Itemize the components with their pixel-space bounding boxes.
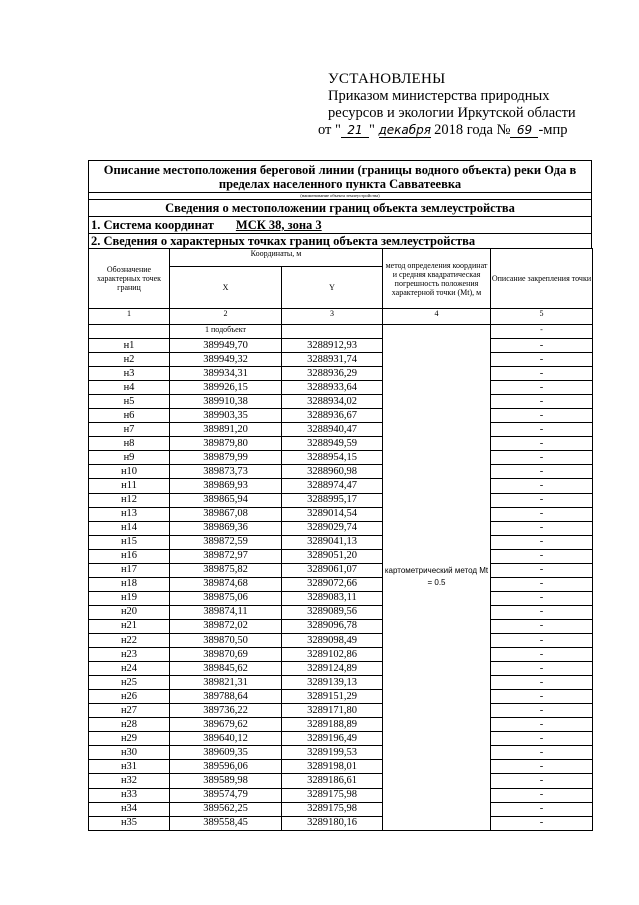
point-y: 3289180,16: [282, 816, 383, 830]
point-id: н16: [89, 549, 170, 563]
subobject-dash: -: [491, 325, 593, 339]
point-y: 3288931,74: [282, 353, 383, 367]
point-y: 3289089,56: [282, 605, 383, 619]
table-row: [89, 577, 593, 591]
col-number-3: 3: [282, 309, 383, 325]
point-x: 389874,11: [170, 605, 282, 619]
point-id: н4: [89, 381, 170, 395]
table-row: [89, 704, 593, 718]
table-row: [89, 395, 593, 409]
point-y: 3289198,01: [282, 760, 383, 774]
table-row: [89, 605, 593, 619]
point-y: 3288933,64: [282, 381, 383, 395]
point-y: 3289171,80: [282, 704, 383, 718]
point-fixing: -: [491, 395, 593, 409]
point-id: н32: [89, 774, 170, 788]
point-fixing: -: [491, 591, 593, 605]
point-x: 389874,68: [170, 577, 282, 591]
date-quote: ": [368, 122, 375, 138]
point-y: 3288936,67: [282, 409, 383, 423]
point-y: 3289014,54: [282, 507, 383, 521]
table-row: [89, 633, 593, 647]
point-id: н3: [89, 367, 170, 381]
point-y: 3288912,93: [282, 339, 383, 353]
point-fixing: -: [491, 690, 593, 704]
col-number-4: 4: [383, 309, 491, 325]
point-y: 3288960,98: [282, 465, 383, 479]
point-id: н1: [89, 339, 170, 353]
point-fixing: -: [491, 409, 593, 423]
point-x: 389845,62: [170, 662, 282, 676]
point-id: н29: [89, 732, 170, 746]
order-suffix: -мпр: [538, 122, 568, 138]
table-row: [89, 465, 593, 479]
table-row: [89, 479, 593, 493]
header-point-designation: Обозначение характерных точек границ: [89, 249, 170, 309]
point-fixing: -: [491, 619, 593, 633]
point-fixing: -: [491, 676, 593, 690]
point-x: 389869,93: [170, 479, 282, 493]
point-fixing: -: [491, 774, 593, 788]
point-y: 3289051,20: [282, 549, 383, 563]
point-y: 3289151,29: [282, 690, 383, 704]
point-id: н21: [89, 619, 170, 633]
point-x: 389949,70: [170, 339, 282, 353]
table-row: [89, 718, 593, 732]
point-x: 389558,45: [170, 816, 282, 830]
table-row: [89, 746, 593, 760]
point-fixing: -: [491, 437, 593, 451]
handwritten-month: декабря: [378, 123, 432, 137]
table-row: [89, 648, 593, 662]
subobject-y-spacer: [282, 325, 383, 339]
point-id: н9: [89, 451, 170, 465]
table-row: [89, 563, 593, 577]
point-fixing: -: [491, 465, 593, 479]
point-x: 389879,80: [170, 437, 282, 451]
coord-system-label: 1. Система координат: [91, 218, 214, 232]
point-y: 3289186,61: [282, 774, 383, 788]
point-x: 389640,12: [170, 732, 282, 746]
point-id: н20: [89, 605, 170, 619]
header-coordinates: Координаты, м: [170, 249, 383, 267]
point-y: 3288949,59: [282, 437, 383, 451]
table-row: [89, 774, 593, 788]
point-id: н22: [89, 633, 170, 647]
point-x: 389872,59: [170, 535, 282, 549]
point-y: 3288974,47: [282, 479, 383, 493]
handwritten-number: 69: [510, 124, 538, 138]
point-fixing: -: [491, 662, 593, 676]
point-y: 3289083,11: [282, 591, 383, 605]
point-fixing: -: [491, 648, 593, 662]
point-fixing: -: [491, 605, 593, 619]
document-body: [88, 160, 592, 831]
table-row: [89, 521, 593, 535]
point-fixing: -: [491, 535, 593, 549]
point-x: 389609,35: [170, 746, 282, 760]
point-fixing: -: [491, 339, 593, 353]
point-y: 3289072,66: [282, 577, 383, 591]
coord-system-value: МСК 38, зона 3: [235, 218, 322, 232]
date-from: от ": [318, 122, 341, 138]
point-x: 389934,31: [170, 367, 282, 381]
subobject-label: 1 подобъект: [170, 325, 282, 339]
point-id: н19: [89, 591, 170, 605]
point-y: 3289199,53: [282, 746, 383, 760]
col-number-5: 5: [491, 309, 593, 325]
point-id: н10: [89, 465, 170, 479]
approval-line-2: Приказом министерства природных: [328, 88, 550, 104]
point-id: н18: [89, 577, 170, 591]
point-id: н25: [89, 676, 170, 690]
table-row: [89, 788, 593, 802]
table-row: [89, 493, 593, 507]
point-id: н8: [89, 437, 170, 451]
point-x: 389873,73: [170, 465, 282, 479]
subobject-spacer: [89, 325, 170, 339]
table-row: [89, 367, 593, 381]
section-title: Сведения о местоположении границ объекта землеустройства: [89, 200, 591, 217]
point-x: 389891,20: [170, 423, 282, 437]
point-x: 389879,99: [170, 451, 282, 465]
table-row: [89, 619, 593, 633]
point-fixing: -: [491, 704, 593, 718]
point-fixing: -: [491, 423, 593, 437]
title-note: (наименование объекта землеустройства): [89, 193, 591, 200]
table-row: [89, 760, 593, 774]
point-fixing: -: [491, 802, 593, 816]
point-id: н12: [89, 493, 170, 507]
point-y: 3289096,78: [282, 619, 383, 633]
point-fixing: -: [491, 746, 593, 760]
point-x: 389869,36: [170, 521, 282, 535]
point-y: 3289098,49: [282, 633, 383, 647]
point-x: 389870,69: [170, 648, 282, 662]
point-fixing: -: [491, 732, 593, 746]
point-y: 3289102,86: [282, 648, 383, 662]
table-row: [89, 353, 593, 367]
point-y: 3289139,13: [282, 676, 383, 690]
approved-label: УСТАНОВЛЕНЫ: [328, 71, 446, 87]
point-fixing: -: [491, 577, 593, 591]
approval-date-line: [318, 122, 576, 139]
point-x: 389865,94: [170, 493, 282, 507]
point-x: 389875,06: [170, 591, 282, 605]
points-table: [88, 248, 593, 831]
point-x: 389788,64: [170, 690, 282, 704]
col-number-2: 2: [170, 309, 282, 325]
point-y: 3288934,02: [282, 395, 383, 409]
point-fixing: -: [491, 816, 593, 830]
point-fixing: -: [491, 788, 593, 802]
table-row: [89, 339, 593, 353]
table-row: [89, 409, 593, 423]
point-id: н31: [89, 760, 170, 774]
point-y: 3289061,07: [282, 563, 383, 577]
point-id: н14: [89, 521, 170, 535]
point-id: н30: [89, 746, 170, 760]
point-x: 389872,97: [170, 549, 282, 563]
point-fixing: -: [491, 633, 593, 647]
point-y: 3288936,29: [282, 367, 383, 381]
point-x: 389903,35: [170, 409, 282, 423]
point-fixing: -: [491, 353, 593, 367]
point-fixing: -: [491, 718, 593, 732]
header-method: метод определения координат и средняя квадратическая погрешность положения характерной точки (Мt), м: [383, 249, 491, 309]
point-fixing: -: [491, 367, 593, 381]
point-id: н5: [89, 395, 170, 409]
point-id: н34: [89, 802, 170, 816]
point-x: 389596,06: [170, 760, 282, 774]
table-row: [89, 507, 593, 521]
point-y: 3289175,98: [282, 802, 383, 816]
point-fixing: -: [491, 549, 593, 563]
coordinate-system-row: [89, 217, 591, 234]
point-x: 389867,08: [170, 507, 282, 521]
point-y: 3289196,49: [282, 732, 383, 746]
point-x: 389910,38: [170, 395, 282, 409]
point-x: 389949,32: [170, 353, 282, 367]
point-x: 389574,79: [170, 788, 282, 802]
point-y: 3289029,74: [282, 521, 383, 535]
point-y: 3289124,89: [282, 662, 383, 676]
point-fixing: -: [491, 507, 593, 521]
point-x: 389926,15: [170, 381, 282, 395]
method-cell: картометрический метод Mt = 0.5: [383, 325, 491, 831]
approval-line-3: ресурсов и экологии Иркутской области: [328, 105, 576, 121]
approval-header: [318, 71, 576, 139]
table-row: [89, 802, 593, 816]
table-row: [89, 423, 593, 437]
year-text: 2018 года №: [434, 122, 511, 138]
point-y: 3289041,13: [282, 535, 383, 549]
point-id: н24: [89, 662, 170, 676]
point-y: 3288995,17: [282, 493, 383, 507]
point-y: 3288954,15: [282, 451, 383, 465]
point-id: н33: [89, 788, 170, 802]
point-id: н13: [89, 507, 170, 521]
point-id: н28: [89, 718, 170, 732]
point-id: н6: [89, 409, 170, 423]
header-fixing: Описание закрепления точки: [491, 249, 593, 309]
points-table-body: [89, 325, 593, 831]
header-x: X: [170, 267, 282, 309]
table-row: [89, 535, 593, 549]
point-id: н7: [89, 423, 170, 437]
table-row: [89, 662, 593, 676]
table-row: [89, 437, 593, 451]
point-x: 389589,98: [170, 774, 282, 788]
point-id: н23: [89, 648, 170, 662]
table-row: [89, 591, 593, 605]
point-x: 389562,25: [170, 802, 282, 816]
point-x: 389875,82: [170, 563, 282, 577]
point-fixing: -: [491, 563, 593, 577]
point-id: н17: [89, 563, 170, 577]
point-y: 3289175,98: [282, 788, 383, 802]
point-id: н35: [89, 816, 170, 830]
handwritten-day: 21: [341, 124, 369, 138]
col-number-1: 1: [89, 309, 170, 325]
point-fixing: -: [491, 381, 593, 395]
point-fixing: -: [491, 479, 593, 493]
table-row: [89, 816, 593, 830]
point-x: 389870,50: [170, 633, 282, 647]
point-x: 389872,02: [170, 619, 282, 633]
point-x: 389736,22: [170, 704, 282, 718]
document-title: Описание местоположения береговой линии (границы водного объекта) реки Ода в пределах населенного пункта Савватеевка: [89, 161, 591, 193]
header-y: Y: [282, 267, 383, 309]
point-id: н11: [89, 479, 170, 493]
point-fixing: -: [491, 760, 593, 774]
point-x: 389821,31: [170, 676, 282, 690]
point-y: 3289188,89: [282, 718, 383, 732]
table-row: [89, 690, 593, 704]
table-row: [89, 381, 593, 395]
point-id: н15: [89, 535, 170, 549]
point-id: н26: [89, 690, 170, 704]
table-row: [89, 732, 593, 746]
points-section-label: 2. Сведения о характерных точках границ объекта землеустройства: [91, 234, 476, 248]
point-y: 3288940,47: [282, 423, 383, 437]
table-row: [89, 676, 593, 690]
table-row: [89, 549, 593, 563]
point-fixing: -: [491, 493, 593, 507]
point-x: 389679,62: [170, 718, 282, 732]
point-id: н2: [89, 353, 170, 367]
point-id: н27: [89, 704, 170, 718]
point-fixing: -: [491, 521, 593, 535]
document-box: [88, 160, 592, 248]
point-fixing: -: [491, 451, 593, 465]
table-row: [89, 451, 593, 465]
